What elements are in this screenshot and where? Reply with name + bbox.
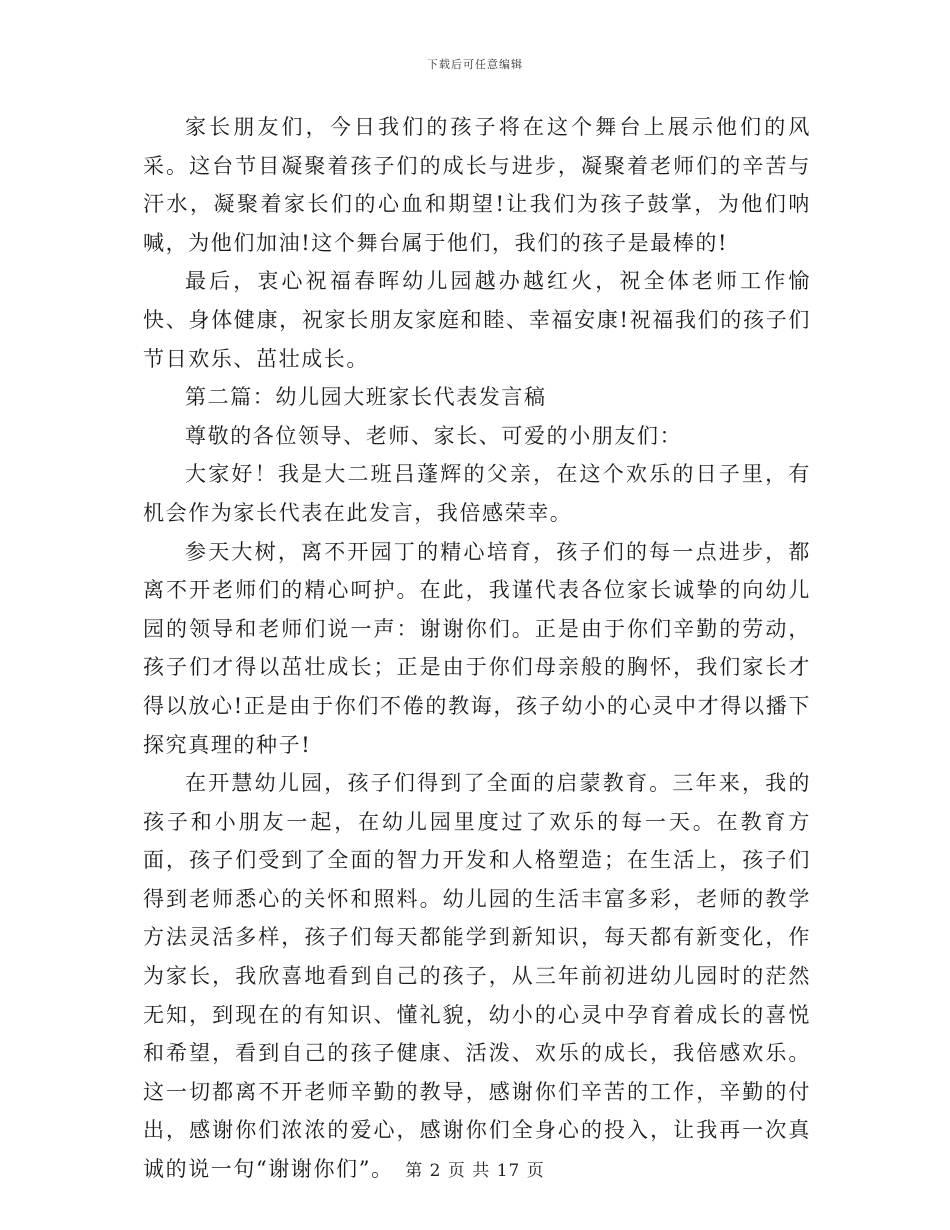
salutation: 尊敬的各位领导、老师、家长、可爱的小朋友们： (185, 423, 683, 448)
paragraph-final-wishes: 最后，衷心祝福春晖幼儿园越办越红火，祝全体老师工作愉快、身体健康，祝家长朋友家庭和睦、幸福安康!祝福我们的孩子们节日欢乐、茁壮成长。 (143, 269, 811, 371)
header-note: 下载后可任意编辑 (427, 58, 523, 71)
paragraph-education: 在开慧幼儿园，孩子们得到了全面的启蒙教育。三年来，我的孩子和小朋友一起，在幼儿园里度过了欢乐的每一天。在教育方面，孩子们受到了全面的智力开发和人格塑造；在生活上，孩子们得到老师悉心的关怀和照料。幼儿园的生活丰富多彩，老师的教学方法灵活多样，孩子们每天都能学到新知识，每天都有新变化，作为家长，我欣喜地看到自己的孩子，从三年前初进幼儿园时的茫然无知，到现在的有知识、懂礼貌，幼小的心灵中孕育着成长的喜悦和希望，看到自己的孩子健康、活泼、欢乐的成长，我倍感欢乐。这一切都离不开老师辛勤的教导，感谢你们辛苦的工作，辛勤的付出，感谢你们浓浓的爱心，感谢你们全身心的投入，让我再一次真诚的说一句“谢谢你们”。 (143, 771, 811, 1182)
paragraph-closing-remarks: 家长朋友们，今日我们的孩子将在这个舞台上展示他们的风采。这台节目凝聚着孩子们的成长与进步，凝聚着老师们的辛苦与汗水，凝聚着家长们的心血和期望!让我们为孩子鼓掌，为他们呐喊，为他们加油!这个舞台属于他们，我们的孩子是最棒的! (143, 115, 811, 255)
paragraph-greeting: 大家好！我是大二班吕蓬辉的父亲，在这个欢乐的日子里，有机会作为家长代表在此发言，我倍感荣幸。 (143, 462, 811, 525)
section-title: 第二篇：幼儿园大班家长代表发言稿 (185, 385, 547, 410)
page-number: 第 2 页 共 17 页 (405, 1161, 545, 1181)
document-body (143, 108, 811, 1189)
paragraph-gratitude: 参天大树，离不开园丁的精心培育，孩子们的每一点进步，都离不开老师们的精心呵护。在此，我谨代表各位家长诚挚的向幼儿园的领导和老师们说一声：谢谢你们。正是由于你们辛勤的劳动，孩子们才得以茁壮成长；正是由于你们母亲般的胸怀，我们家长才得以放心!正是由于你们不倦的教诲，孩子幼小的心灵中才得以播下探究真理的种子! (143, 539, 811, 757)
